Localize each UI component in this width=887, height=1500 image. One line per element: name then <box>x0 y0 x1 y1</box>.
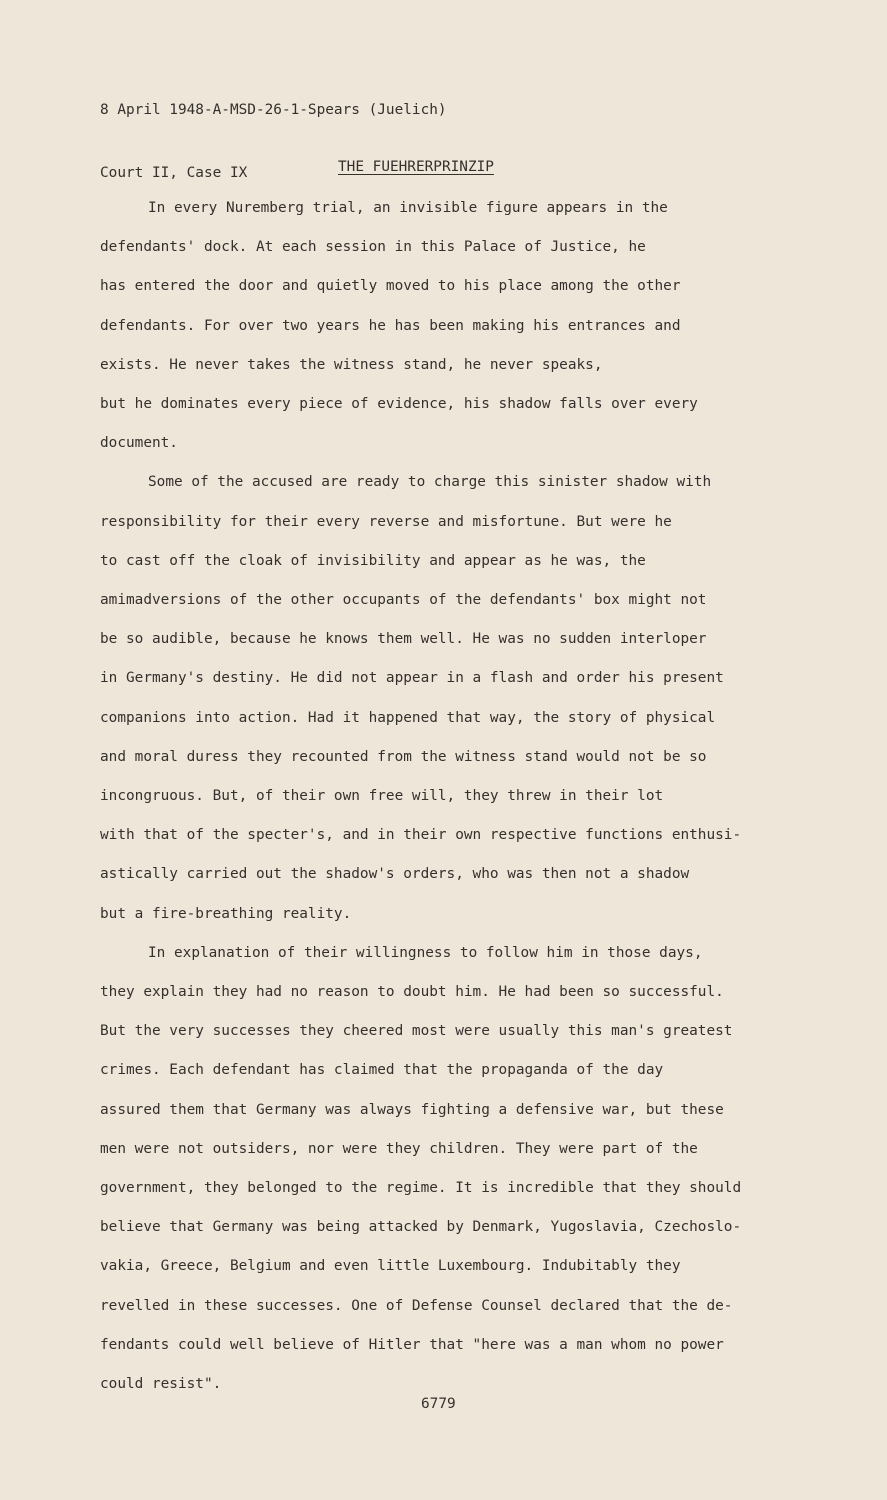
body-line-19: but a fire-breathing reality. <box>100 905 352 922</box>
body-line-26: government, they belonged to the regime. It is incredible that they should <box>100 1180 742 1196</box>
body-line-1: In every Nuremberg trial, an invisible figure appears in the <box>148 200 668 216</box>
body-line-22: But the very successes they cheered most were usually this man's greatest <box>100 1023 733 1040</box>
body-line-5: exists. He never takes the witness stand, he never speaks, <box>100 356 603 373</box>
body-line-3: has entered the door and quietly moved to his place among the other <box>100 278 681 295</box>
body-line-6: but he dominates every piece of evidence, his shadow falls over every <box>100 396 698 412</box>
body-line-7: document. <box>100 435 178 452</box>
body-line-27: believe that Germany was being attacked by Denmark, Yugoslavia, Czechoslo- <box>100 1219 742 1236</box>
body-line-28: vakia, Greece, Belgium and even little Luxembourg. Indubitably they <box>100 1258 681 1275</box>
body-line-23: crimes. Each defendant has claimed that the propaganda of the day <box>100 1062 664 1079</box>
body-line-17: with that of the specter's, and in their own respective functions enthusi- <box>100 827 742 844</box>
body-line-15: and moral duress they recounted from the witness stand would not be so <box>100 748 707 765</box>
page-number: 6779 <box>421 1396 456 1412</box>
body-line-8: Some of the accused are ready to charge this sinister shadow with <box>148 474 712 491</box>
body-line-16: incongruous. But, of their own free will, they threw in their lot <box>100 788 664 804</box>
body-line-24: assured them that Germany was always fighting a defensive war, but these <box>100 1101 724 1118</box>
body-line-14: companions into action. Had it happened that way, the story of physical <box>100 709 716 726</box>
body-line-30: fendants could well believe of Hitler that "here was a man whom no power <box>100 1336 724 1353</box>
body-line-9: responsibility for their every reverse and misfortune. But were he <box>100 513 672 530</box>
body-line-13: in Germany's destiny. He did not appear in a flash and order his present <box>100 670 724 687</box>
body-line-29: revelled in these successes. One of Defense Counsel declared that the de- <box>100 1297 733 1314</box>
body-line-11: amimadversions of the other occupants of the defendants' box might not <box>100 592 707 608</box>
body-line-10: to cast off the cloak of invisibility and appear as he was, the <box>100 552 646 569</box>
body-line-25: men were not outsiders, nor were they children. They were part of the <box>100 1140 698 1157</box>
header-line-date-reference: 8 April 1948-A-MSD-26-1-Spears (Juelich) <box>100 102 447 118</box>
body-line-4: defendants. For over two years he has been making his entrances and <box>100 317 681 334</box>
body-line-31: could resist". <box>100 1376 222 1392</box>
body-line-2: defendants' dock. At each session in this Palace of Justice, he <box>100 239 646 256</box>
body-line-12: be so audible, because he knows them well. He was no sudden interloper <box>100 631 707 648</box>
body-line-21: they explain they had no reason to doubt him. He had been so successful. <box>100 984 724 1000</box>
body-line-20: In explanation of their willingness to follow him in those days, <box>148 944 703 961</box>
document-title: THE FUEHRERPRINZIP <box>338 159 494 175</box>
header-line-court-case: Court II, Case IX <box>100 165 248 181</box>
body-line-18: astically carried out the shadow's orders, who was then not a shadow <box>100 866 690 883</box>
